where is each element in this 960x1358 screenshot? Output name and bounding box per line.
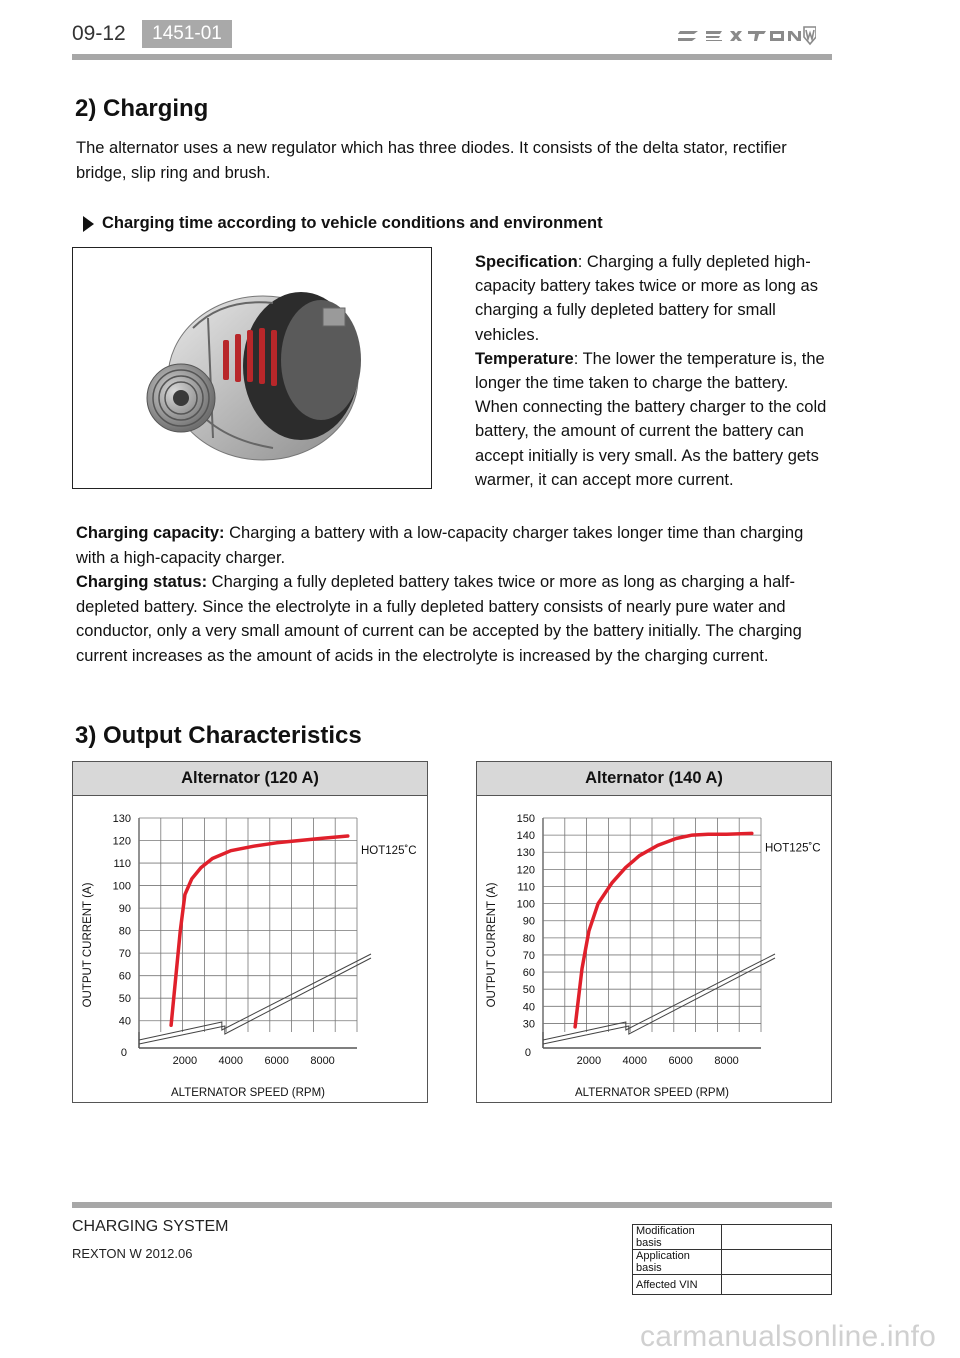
modification-basis-label: Modification basis bbox=[633, 1225, 722, 1250]
y-tick-label: 80 bbox=[118, 925, 131, 938]
y-tick-label: 40 bbox=[522, 1001, 535, 1014]
specification-temperature-block bbox=[475, 250, 830, 492]
charging-intro: The alternator uses a new regulator which has three diodes. It consists of the delta stator, rectifier bridge, slip ring and brush. bbox=[76, 139, 787, 182]
x-tick-label: 6000 bbox=[668, 1055, 693, 1067]
watermark: carmanualsonline.info bbox=[640, 1320, 937, 1353]
x-tick-label: 8000 bbox=[310, 1055, 335, 1067]
x-tick-label: 2000 bbox=[172, 1055, 198, 1067]
y-tick-label: 140 bbox=[516, 830, 535, 843]
specification-text: : Charging a fully depleted high-capacity battery takes twice or more as long as charging a fully depleted battery for small vehicles. bbox=[475, 253, 818, 344]
table-row bbox=[633, 1225, 832, 1250]
section-code-badge: 1451-01 bbox=[142, 20, 232, 48]
y-tick-label: 70 bbox=[522, 949, 535, 962]
capacity-label: Charging capacity: bbox=[76, 524, 225, 542]
x-axis-label: ALTERNATOR SPEED (RPM) bbox=[171, 1087, 325, 1099]
play-triangle-icon bbox=[83, 216, 94, 232]
affected-vin-value bbox=[722, 1275, 832, 1295]
alternator-illustration bbox=[73, 248, 431, 488]
chart-120a bbox=[73, 796, 427, 1102]
application-basis-label: Application basis bbox=[633, 1250, 722, 1275]
y-tick-label: 50 bbox=[118, 993, 131, 1006]
y-tick-label: 120 bbox=[516, 864, 535, 877]
y-tick-label: 40 bbox=[118, 1015, 131, 1028]
subheading-charging-time: Charging time according to vehicle conditions and environment bbox=[102, 214, 603, 232]
chart-140a bbox=[477, 796, 831, 1102]
chart-panel-140a bbox=[476, 761, 832, 1103]
x-tick-label: 6000 bbox=[264, 1055, 289, 1067]
chart-title-120a: Alternator (120 A) bbox=[73, 762, 427, 796]
rexton-logo bbox=[676, 22, 816, 48]
x-tick-label: 4000 bbox=[622, 1055, 648, 1067]
y-tick-label: 60 bbox=[118, 970, 131, 983]
y-tick-label: 60 bbox=[522, 967, 535, 980]
y-tick-label: 120 bbox=[112, 835, 131, 848]
modification-basis-value bbox=[722, 1225, 832, 1250]
temperature-label: Temperature bbox=[475, 349, 574, 368]
chart-title-140a: Alternator (140 A) bbox=[477, 762, 831, 796]
alternator-photo-frame bbox=[72, 247, 432, 489]
y-tick-label-zero: 0 bbox=[524, 1047, 531, 1059]
y-tick-label: 130 bbox=[516, 847, 535, 860]
temperature-text: : The lower the temperature is, the longer the time taken to charge the battery. When connecting the battery charger to the cold battery, the amount of current the battery can accept initially is very small. As the battery gets warmer, it can accept more current. bbox=[475, 349, 827, 489]
x-tick-label: 4000 bbox=[218, 1055, 244, 1067]
y-tick-label: 130 bbox=[112, 813, 131, 825]
status-label: Charging status: bbox=[76, 573, 208, 591]
y-axis-label: OUTPUT CURRENT (A) bbox=[486, 882, 498, 1008]
capacity-text: Charging a battery with a low-capacity charger takes longer time than charging with a high-capacity charger. bbox=[76, 524, 804, 567]
table-row bbox=[633, 1250, 832, 1275]
x-tick-label: 2000 bbox=[576, 1055, 602, 1067]
y-tick-label: 150 bbox=[516, 813, 535, 825]
page-number: 09-12 bbox=[72, 22, 126, 45]
chart-panel-120a bbox=[72, 761, 428, 1103]
y-tick-label: 90 bbox=[522, 915, 535, 928]
x-axis-label: ALTERNATOR SPEED (RPM) bbox=[575, 1087, 729, 1099]
y-tick-label: 50 bbox=[522, 984, 535, 997]
charging-capacity-paragraph bbox=[76, 521, 832, 668]
series-label: HOT125˚C bbox=[361, 845, 417, 858]
y-tick-label: 110 bbox=[113, 858, 131, 871]
application-basis-value bbox=[722, 1250, 832, 1275]
status-text: Charging a fully depleted battery takes twice or more as long as charging a half-depleted battery. Since the electrolyte in a fully depleted battery consists of nearly pure water and conductor, only a very small amount of current can be accepted by the battery initially. The charging current increases as the amount of acids in the electrolyte is increased by the charging current. bbox=[76, 573, 802, 665]
x-tick-label: 8000 bbox=[714, 1055, 739, 1067]
series-line bbox=[575, 833, 752, 1027]
y-tick-label: 30 bbox=[522, 1018, 535, 1031]
series-label: HOT125˚C bbox=[765, 842, 821, 855]
table-row bbox=[633, 1275, 832, 1295]
y-axis-label: OUTPUT CURRENT (A) bbox=[82, 882, 94, 1008]
section-title-output: 3) Output Characteristics bbox=[75, 722, 362, 749]
affected-vin-label: Affected VIN bbox=[633, 1275, 722, 1295]
modification-table bbox=[632, 1224, 832, 1295]
y-tick-label-zero: 0 bbox=[120, 1047, 127, 1059]
footer-rule bbox=[72, 1202, 832, 1208]
y-tick-label: 70 bbox=[118, 948, 131, 961]
y-tick-label: 110 bbox=[517, 881, 535, 894]
y-tick-label: 100 bbox=[516, 898, 535, 911]
header-rule bbox=[72, 54, 832, 60]
y-tick-label: 100 bbox=[112, 880, 131, 893]
y-tick-label: 80 bbox=[522, 932, 535, 945]
footer-model-date: REXTON W 2012.06 bbox=[72, 1246, 193, 1261]
specification-label: Specification bbox=[475, 253, 578, 271]
y-tick-label: 90 bbox=[118, 903, 131, 916]
section-title-charging: 2) Charging bbox=[75, 95, 209, 122]
footer-section-name: CHARGING SYSTEM bbox=[72, 1218, 229, 1235]
